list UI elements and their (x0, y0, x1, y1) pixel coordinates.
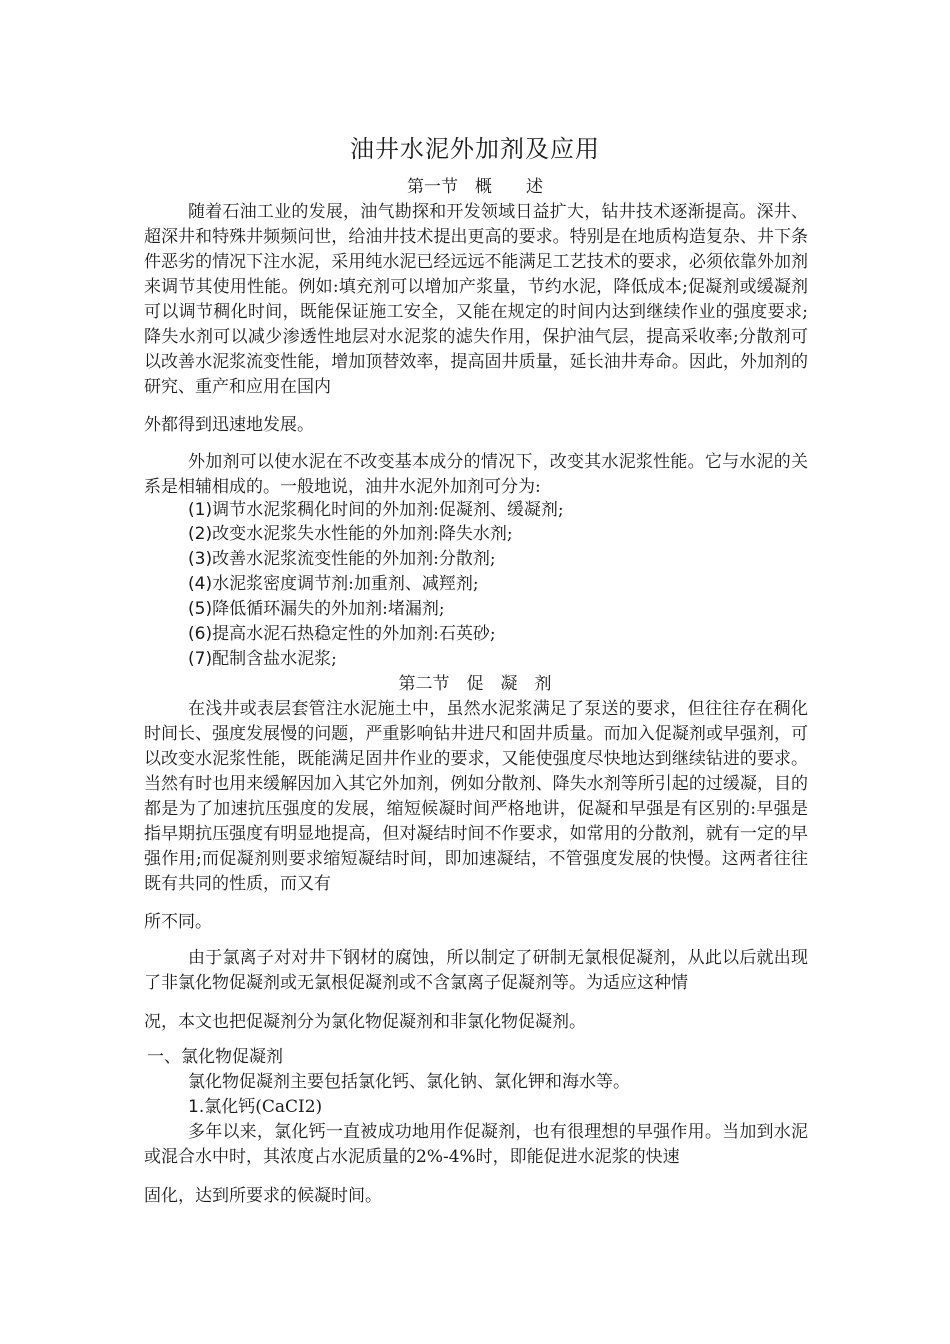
list-item-number: (6) (188, 624, 213, 644)
list-item (188, 547, 496, 571)
list-item-number: (3) (188, 549, 213, 569)
list-item-text: 降低循环漏失的外加剂:堵漏剂; (212, 599, 445, 619)
subsection-item-number: 1. (188, 1097, 205, 1117)
list-item-number: (7) (188, 649, 213, 669)
list-item-number: (4) (188, 574, 213, 594)
list-item (188, 572, 479, 596)
list-item-number: (1) (188, 500, 213, 520)
section-2-paragraph-3: 多年以来，氯化钙一直被成功地用作促凝剂，也有很理想的早强作用。当加到水泥或混合水中时，其浓度占水泥质量的2%-4%时，即能促进水泥浆的快速 (144, 1122, 808, 1167)
list-item-text: 水泥浆密度调节剂:加重剂、减羥剂; (212, 574, 479, 594)
section-1-paragraph-1-tail: 外都得到迅速地发展。 (144, 415, 314, 435)
section-2-paragraph-1: 在浅井或表层套管注水泥施土中，虽然水泥浆满足了泵送的要求，但往往存在稠化时间长、强度发展慢的问题，严重影响钻井进尺和固井质量。而加入促凝剂或早强剂，可以改变水泥浆性能，既能满足固井作业的要求，又能使强度尽快地达到继续钻进的要求。当然有时也用来缓解因加入其它外加剂，例如分散剂、降失水剂等所引起的过缓凝，目的都是为了加速抗压强度的发展，缩短候凝时间严格地讲，促凝和早强是有区别的:早强是指早期抗压强度有明显地提高，但对凝结时间不作要求，如常用的分散剂，就有一定的早强作用;而促凝剂则要求缩短凝结时间，即加速凝结，不管强度发展的快慢。这两者往往既有共同的性质，而又有 (144, 699, 808, 894)
section-2-paragraph-2: 由于氯离子对对井下钢材的腐蚀，所以制定了研制无氯根促凝剂，从此以后就出现了非氯化物促凝剂或无氯根促凝剂或不含氯离子促凝剂等。为适应这种情 (144, 948, 808, 993)
section-2-heading: 第二节 促 凝 剂 (398, 674, 552, 694)
list-item-text: 改善水泥浆流变性能的外加剂:分散剂; (212, 549, 496, 569)
section-1-heading: 第一节 概 述 (407, 177, 543, 197)
list-item-text: 提高水泥石热稳定性的外加剂:石英砂; (212, 624, 496, 644)
list-item-number: (5) (188, 599, 213, 619)
list-item (188, 522, 513, 546)
list-item (188, 597, 445, 621)
section-2-paragraph-2-tail: 况，本文也把促凝剂分为氯化物促凝剂和非氯化物促凝剂。 (144, 1012, 586, 1032)
list-item (188, 647, 337, 671)
list-item-text: 改变水泥浆失水性能的外加剂:降失水剂; (212, 524, 513, 544)
section-2-paragraph-3-tail: 固化，达到所要求的候凝时间。 (144, 1186, 382, 1206)
section-1-paragraph-1: 随着石油工业的发展，油气勘探和开发领域日益扩大，钻井技术逐渐提高。深井、超深井和特殊井频频问世，给油井技术提出更高的要求。特别是在地质构造复杂、井下条件恶劣的情况下注水泥，采用纯水泥已经远远不能满足工艺技术的要求，必须依靠外加剂来调节其使用性能。例如:填充剂可以增加产浆量，节约水泥，降低成本;促凝剂或缓凝剂可以调节稠化时间，既能保证施工安全，又能在规定的时间内达到继续作业的强度要求;降失水剂可以减少渗透性地层对水泥浆的滤失作用，保护油气层，提高采收率;分散剂可以改善水泥浆流变性能，增加顶替效率，提高固井质量，延长油井寿命。因此，外加剂的研究、重产和应用在国内 (144, 202, 808, 397)
list-item (188, 498, 564, 522)
subsection-item-heading (188, 1095, 322, 1119)
section-1-paragraph-2: 外加剂可以使水泥在不改变基本成分的情况下，改变其水泥浆性能。它与水泥的关系是相辅相成的。一般地说，油井水泥外加剂可分为: (144, 452, 808, 497)
list-item-text: 配制含盐水泥浆; (212, 649, 337, 669)
section-2-paragraph-1-tail: 所不同。 (144, 912, 212, 932)
document-title: 油井水泥外加剂及应用 (350, 135, 600, 163)
subsection-item-text: 氯化钙(CaCI2) (204, 1097, 323, 1117)
list-item-number: (2) (188, 524, 213, 544)
subsection-heading: 一、氯化物促凝剂 (147, 1047, 283, 1067)
subsection-intro: 氯化物促凝剂主要包括氯化钙、氯化钠、氯化钾和海水等。 (188, 1072, 630, 1092)
list-item-text: 调节水泥浆稠化时间的外加剂:促凝剂、缓凝剂; (212, 500, 564, 520)
list-item (188, 622, 496, 646)
